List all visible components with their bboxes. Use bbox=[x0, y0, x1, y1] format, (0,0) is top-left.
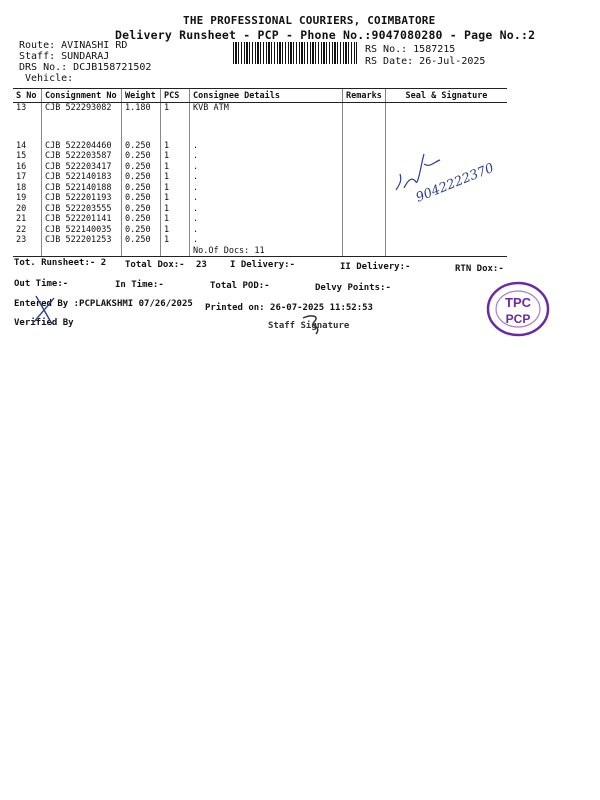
cell-weight: 0.250 bbox=[122, 193, 161, 204]
spacer-row bbox=[13, 114, 507, 141]
cell-weight: 0.250 bbox=[122, 214, 161, 225]
cell-consignee: . bbox=[190, 183, 343, 194]
empty-cell bbox=[161, 246, 190, 257]
col-remarks: Remarks bbox=[343, 89, 386, 103]
col-pcs: PCS bbox=[161, 89, 190, 103]
cell-weight: 0.250 bbox=[122, 151, 161, 162]
cell-pcs: 1 bbox=[161, 183, 190, 194]
cell-consignee: . bbox=[190, 151, 343, 162]
total-runsheet: Tot. Runsheet:- 2 bbox=[14, 258, 107, 268]
cell-consignment: CJB 522204460 bbox=[42, 141, 122, 152]
empty-cell bbox=[343, 246, 386, 257]
docs-count-row bbox=[13, 246, 507, 257]
total-dox-label: Total Dox:- bbox=[125, 260, 185, 270]
i-delivery-label: I Delivery:- bbox=[230, 260, 296, 270]
total-dox-value: 23 bbox=[196, 260, 207, 270]
table-row bbox=[13, 103, 507, 114]
cell-sno: 13 bbox=[16, 103, 27, 113]
cell-remarks bbox=[343, 162, 386, 173]
cell-weight: 0.250 bbox=[122, 235, 161, 246]
col-sno: S No bbox=[13, 89, 42, 103]
stamp-text-top: TPC bbox=[505, 295, 531, 310]
cell-weight: 0.250 bbox=[122, 141, 161, 152]
cell-weight: 0.250 bbox=[122, 172, 161, 183]
cell-consignee: . bbox=[190, 141, 343, 152]
cell-consignee: . bbox=[190, 214, 343, 225]
cell-consignment: CJB 522140035 bbox=[42, 225, 122, 236]
cell-sno: 19 bbox=[16, 193, 27, 203]
staff-label: Staff: SUNDARAJ bbox=[19, 51, 110, 62]
cell-weight: 0.250 bbox=[122, 183, 161, 194]
cell-sno: 20 bbox=[16, 203, 27, 214]
cell-consignment: CJB 522203555 bbox=[42, 204, 122, 215]
empty-cell bbox=[13, 246, 42, 257]
route-label: Route: AVINASHI RD bbox=[19, 40, 128, 51]
stamp-text-bottom: PCP bbox=[505, 312, 531, 326]
company-title: THE PROFESSIONAL COURIERS, COIMBATORE bbox=[183, 14, 436, 27]
cell-consignment: CJB 522203417 bbox=[42, 162, 122, 173]
col-consignee: Consignee Details bbox=[190, 89, 343, 103]
cell-pcs: 1 bbox=[161, 225, 190, 236]
runsheet-subtitle: Delivery Runsheet - PCP - Phone No.:9047080280 - Page No.:2 bbox=[115, 28, 536, 42]
cell-sno: 15 bbox=[16, 151, 27, 161]
cell-consignment: CJB 522140188 bbox=[42, 183, 122, 194]
cell-consignment: CJB 522201193 bbox=[42, 193, 122, 204]
cell-consignee: . bbox=[190, 225, 343, 236]
table-row bbox=[13, 235, 507, 246]
in-time-label: In Time:- bbox=[115, 280, 164, 290]
handwritten-signature bbox=[388, 140, 508, 220]
verified-by-label: Verified By bbox=[14, 318, 74, 328]
cell-consignee: . bbox=[190, 204, 343, 215]
empty-cell bbox=[122, 246, 161, 257]
empty-cell bbox=[386, 246, 508, 257]
cell-seal bbox=[386, 225, 508, 236]
cell-consignment: CJB 522203587 bbox=[42, 151, 122, 162]
rtn-dox-label: RTN Dox:- bbox=[455, 264, 504, 274]
cell-weight: 0.250 bbox=[122, 225, 161, 236]
col-weight: Weight bbox=[122, 89, 161, 103]
staff-signature-label: Staff Signature bbox=[268, 321, 350, 331]
cell-consignment: CJB 522140183 bbox=[42, 172, 122, 183]
printed-on-label: Printed on: 26-07-2025 11:52:53 bbox=[205, 303, 373, 313]
cell-consignment: CJB 522293082 bbox=[42, 103, 122, 114]
handwritten-initial-mark bbox=[30, 292, 60, 328]
cell-remarks bbox=[343, 151, 386, 162]
drs-label: DRS No.: DCJB158721502 bbox=[19, 62, 152, 73]
barcode bbox=[233, 42, 357, 64]
no-of-docs: No.Of Docs: 11 bbox=[190, 246, 343, 257]
vehicle-label: Vehicle: bbox=[25, 73, 74, 84]
cell-remarks bbox=[343, 103, 386, 114]
cell-remarks bbox=[343, 141, 386, 152]
cell-consignee: KVB ATM bbox=[190, 103, 343, 114]
cell-remarks bbox=[343, 235, 386, 246]
cell-sno: 21 bbox=[16, 214, 27, 224]
cell-pcs: 1 bbox=[161, 103, 190, 114]
cell-consignee: . bbox=[190, 235, 343, 246]
col-seal: Seal & Signature bbox=[386, 89, 508, 103]
cell-sno: 23 bbox=[16, 235, 27, 245]
cell-consignee: . bbox=[190, 193, 343, 204]
cell-pcs: 1 bbox=[161, 193, 190, 204]
handwritten-staff-mark bbox=[300, 312, 330, 336]
rs-no-label: RS No.: 1587215 bbox=[365, 44, 456, 55]
cell-pcs: 1 bbox=[161, 172, 190, 183]
cell-pcs: 1 bbox=[161, 235, 190, 246]
tpc-pcp-stamp bbox=[485, 280, 551, 338]
cell-weight: 0.250 bbox=[122, 162, 161, 173]
out-time-label: Out Time:- bbox=[14, 279, 69, 289]
table-header-row bbox=[13, 89, 507, 103]
cell-sno: 14 bbox=[16, 140, 27, 151]
cell-sno: 18 bbox=[16, 182, 27, 193]
handwritten-note: 9042222370 bbox=[413, 160, 497, 206]
cell-pcs: 1 bbox=[161, 162, 190, 173]
cell-remarks bbox=[343, 204, 386, 215]
cell-weight: 1.180 bbox=[122, 103, 161, 114]
cell-pcs: 1 bbox=[161, 141, 190, 152]
empty-cell bbox=[42, 246, 122, 257]
cell-consignee: . bbox=[190, 162, 343, 173]
cell-consignee: . bbox=[190, 172, 343, 183]
cell-remarks bbox=[343, 172, 386, 183]
col-consignment: Consignment No bbox=[42, 89, 122, 103]
cell-sno: 16 bbox=[16, 161, 27, 172]
cell-remarks bbox=[343, 214, 386, 225]
total-pod-label: Total POD:- bbox=[210, 281, 270, 291]
cell-sno: 22 bbox=[16, 224, 27, 235]
cell-pcs: 1 bbox=[161, 214, 190, 225]
cell-consignment: CJB 522201141 bbox=[42, 214, 122, 225]
cell-remarks bbox=[343, 183, 386, 194]
table-row bbox=[13, 225, 507, 236]
rs-date-label: RS Date: 26-Jul-2025 bbox=[365, 56, 486, 67]
cell-pcs: 1 bbox=[161, 151, 190, 162]
cell-sno: 17 bbox=[16, 172, 27, 182]
cell-remarks bbox=[343, 225, 386, 236]
cell-pcs: 1 bbox=[161, 204, 190, 215]
ii-delivery-label: II Delivery:- bbox=[340, 262, 411, 272]
cell-seal bbox=[386, 235, 508, 246]
cell-weight: 0.250 bbox=[122, 204, 161, 215]
cell-consignment: CJB 522201253 bbox=[42, 235, 122, 246]
entered-by-label: Entered By :PCPLAKSHMI 07/26/2025 bbox=[14, 299, 193, 309]
delvy-points-label: Delvy Points:- bbox=[315, 283, 391, 293]
cell-seal bbox=[386, 103, 508, 114]
cell-remarks bbox=[343, 193, 386, 204]
